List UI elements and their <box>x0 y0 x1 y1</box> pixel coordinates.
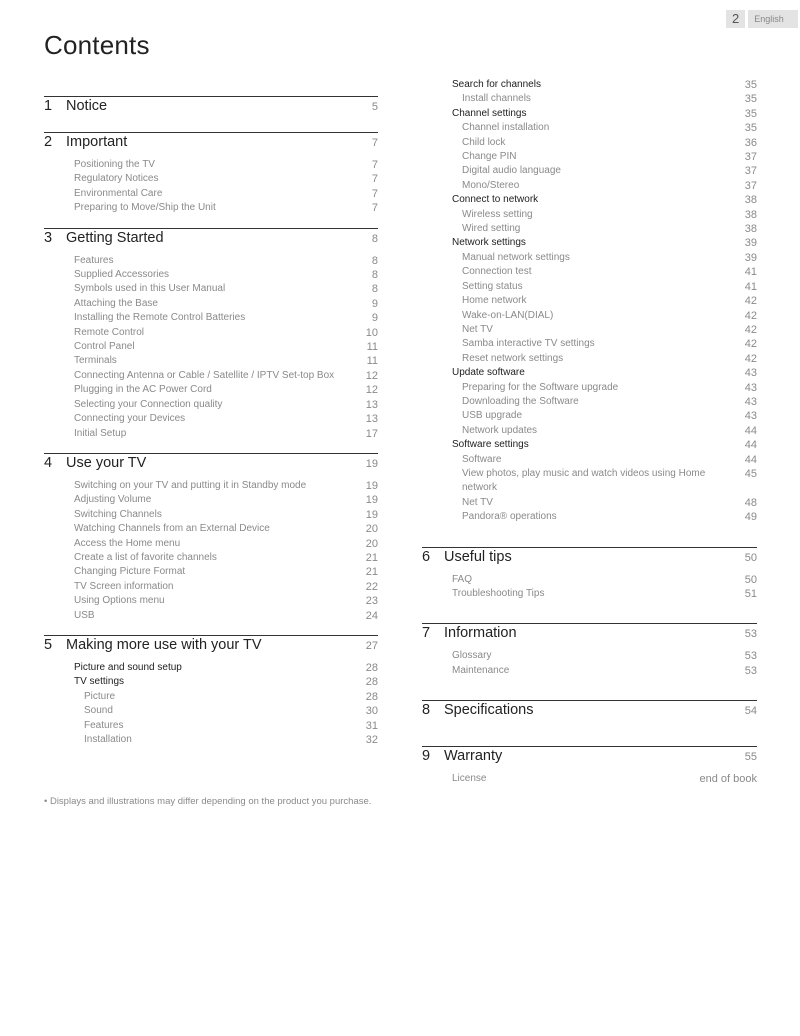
toc-section-page: 53 <box>744 628 757 641</box>
toc-entry-page: 28 <box>365 661 378 674</box>
toc-entry-title: Troubleshooting Tips <box>452 588 545 599</box>
toc-entry-page: 13 <box>365 398 378 411</box>
toc-entry-page: 35 <box>744 93 757 106</box>
toc-entry-title: TV settings <box>74 676 125 688</box>
toc-entry[interactable] <box>44 311 378 325</box>
toc-entry-page: 7 <box>371 187 378 200</box>
toc-section-number: 8 <box>422 702 431 719</box>
toc-entry-page: 43 <box>744 367 757 380</box>
toc-entry-title: Manual network settings <box>462 251 570 263</box>
toc-section-number: 4 <box>44 454 53 471</box>
toc-entry-page: 7 <box>371 159 378 171</box>
toc-entry-title: Maintenance <box>452 664 510 676</box>
toc-section-page: 19 <box>365 457 378 470</box>
toc-entry[interactable] <box>422 280 757 294</box>
toc-entry-page: 42 <box>744 338 757 351</box>
toc-section-label: Making more use with your TV <box>66 636 262 653</box>
toc-section-number: 3 <box>44 229 53 246</box>
toc-entry-title: Attaching the Base <box>74 297 158 309</box>
toc-section <box>44 132 378 216</box>
toc-entry[interactable] <box>422 467 757 496</box>
toc-entry-page: 42 <box>744 323 757 336</box>
toc-entry-title: Preparing to Move/Ship the Unit <box>74 202 216 214</box>
toc-entry-title: Channel installation <box>462 122 550 134</box>
toc-entry[interactable] <box>44 537 378 551</box>
toc-entry[interactable] <box>422 510 757 524</box>
toc-entry-page: 11 <box>366 341 378 354</box>
toc-entry[interactable] <box>422 294 757 308</box>
toc-entry[interactable] <box>44 675 378 689</box>
toc-entry-title: Switching Channels <box>74 508 162 520</box>
toc-entry-page: 10 <box>365 326 378 339</box>
toc-entry-title: Software <box>462 453 502 465</box>
toc-entry-title: Samba interactive TV settings <box>462 338 595 350</box>
toc-entry-page: 13 <box>365 413 378 426</box>
toc-entry[interactable] <box>422 381 757 395</box>
toc-section <box>44 635 378 747</box>
toc-entry[interactable] <box>44 297 378 311</box>
toc-section-label: Useful tips <box>444 548 512 565</box>
toc-entry-page: 20 <box>365 537 378 550</box>
toc-entry-title: Watching Channels from an External Device <box>74 523 270 535</box>
toc-continuation-list <box>422 78 757 525</box>
toc-section-items <box>422 770 757 786</box>
toc-entry[interactable] <box>422 409 757 423</box>
toc-entry[interactable] <box>422 649 757 663</box>
toc-entry-title: Picture and sound setup <box>74 661 182 673</box>
toc-right-column <box>422 78 757 809</box>
toc-entry-title: Glossary <box>452 650 492 662</box>
toc-entry-page: 17 <box>365 427 378 440</box>
toc-section-label: Important <box>66 134 128 150</box>
toc-entry-title: Supplied Accessories <box>74 269 170 281</box>
toc-entry-page: 37 <box>744 179 757 192</box>
toc-entry-page: 39 <box>744 251 757 264</box>
toc-entry[interactable] <box>44 172 378 186</box>
toc-entry-title: Reset network settings <box>462 352 564 364</box>
toc-section-number: 7 <box>422 625 431 642</box>
toc-entry[interactable] <box>44 427 378 441</box>
toc-entry-page: 53 <box>744 650 757 663</box>
toc-section-page: 5 <box>371 101 378 113</box>
toc-entry-page: 28 <box>365 690 378 703</box>
toc-entry-title: Create a list of favorite channels <box>74 551 217 563</box>
toc-entry-page: 11 <box>366 355 378 368</box>
toc-entry[interactable] <box>422 251 757 265</box>
toc-entry[interactable] <box>44 594 378 608</box>
toc-entry-title: USB upgrade <box>462 410 523 422</box>
toc-section <box>44 228 378 441</box>
toc-entry-page: 42 <box>744 309 757 322</box>
toc-entry-page: 35 <box>744 122 757 135</box>
toc-entry[interactable] <box>44 412 378 426</box>
toc-section-label: Specifications <box>444 702 534 719</box>
footnote: • Displays and illustrations may differ depending on the product you purchase. <box>44 796 372 807</box>
toc-entry[interactable] <box>422 164 757 178</box>
toc-entry-title: Connecting your Devices <box>74 413 186 425</box>
toc-entry-title: Preparing for the Software upgrade <box>462 381 619 393</box>
toc-entry-page: 38 <box>744 208 757 221</box>
toc-entry-page: 42 <box>744 352 757 365</box>
toc-entry-title: USB <box>74 609 95 621</box>
toc-entry-title: FAQ <box>452 573 473 585</box>
toc-entry[interactable] <box>422 136 757 150</box>
toc-entry[interactable] <box>44 493 378 507</box>
toc-section-header[interactable] <box>44 132 378 156</box>
toc-entry-title: Install channels <box>462 93 531 105</box>
toc-entry-page: 37 <box>744 151 757 164</box>
toc-section-items <box>422 647 757 678</box>
toc-entry-title: Changing Picture Format <box>74 566 186 578</box>
toc-entry[interactable] <box>44 580 378 594</box>
page-title: Contents <box>44 30 150 60</box>
toc-section-page: 54 <box>744 705 757 718</box>
toc-entry[interactable] <box>422 323 757 337</box>
toc-entry-title: Search for channels <box>452 79 541 90</box>
toc-entry-page: 32 <box>365 734 378 746</box>
toc-entry-title: Environmental Care <box>74 187 163 199</box>
toc-entry[interactable] <box>422 236 757 250</box>
toc-entry[interactable] <box>44 187 378 201</box>
toc-entry-page: 7 <box>371 202 378 215</box>
toc-section <box>422 547 757 602</box>
toc-entry-title: Initial Setup <box>74 427 127 439</box>
toc-section <box>422 623 757 678</box>
toc-entry-title: Plugging in the AC Power Cord <box>74 384 212 396</box>
toc-entry-page: 8 <box>371 254 378 267</box>
toc-entry[interactable] <box>422 92 757 106</box>
toc-entry-title: Adjusting Volume <box>74 494 152 506</box>
toc-section-title <box>422 625 517 641</box>
toc-entry-title: Installing the Remote Control Batteries <box>74 312 246 324</box>
toc-section-label: Getting Started <box>66 229 164 246</box>
toc-entry-page: 19 <box>365 494 378 507</box>
toc-entry-page: 19 <box>365 508 378 521</box>
toc-entry-page: 53 <box>744 664 757 677</box>
toc-entry-page: 42 <box>744 295 757 308</box>
toc-entry-title: Software settings <box>452 439 529 451</box>
toc-entry-page: 24 <box>365 609 378 622</box>
toc-entry-title: Child lock <box>462 136 506 148</box>
toc-entry-page: 22 <box>365 580 378 593</box>
toc-section <box>422 700 757 724</box>
toc-entry[interactable] <box>44 354 378 368</box>
toc-section-title <box>44 637 262 653</box>
toc-entry[interactable] <box>422 587 757 601</box>
toc-section-number: 2 <box>44 134 53 150</box>
toc-entry-title: Sound <box>84 705 113 717</box>
toc-entry-page: 38 <box>744 194 757 207</box>
toc-entry-page: 38 <box>744 223 757 236</box>
toc-right-sections <box>422 547 757 787</box>
toc-entry[interactable] <box>44 158 378 172</box>
toc-entry-title: Using Options menu <box>74 595 165 607</box>
toc-entry-page: 31 <box>365 719 378 732</box>
toc-entry[interactable] <box>422 208 757 222</box>
toc-section-header[interactable] <box>422 547 757 571</box>
toc-entry-page: 35 <box>744 79 757 91</box>
toc-entry-title: Control Panel <box>74 341 135 353</box>
toc-entry-title: Connection test <box>462 266 532 278</box>
toc-entry-page: 49 <box>744 511 757 524</box>
toc-entry[interactable] <box>422 573 757 587</box>
toc-entry-page: 41 <box>744 266 757 279</box>
toc-entry-page: 36 <box>744 136 757 149</box>
toc-entry-title: Network updates <box>462 424 538 436</box>
toc-entry-page: 43 <box>744 410 757 423</box>
toc-entry-title: Downloading the Software <box>462 395 579 407</box>
toc-section-items <box>44 477 378 623</box>
toc-entry[interactable] <box>422 438 757 452</box>
toc-entry[interactable] <box>422 193 757 207</box>
toc-entry-page: 12 <box>365 384 378 397</box>
toc-section-number: 6 <box>422 548 431 565</box>
toc-entry-page: 44 <box>744 453 757 466</box>
toc-entry-title: Switching on your TV and putting it in Standby mode <box>74 479 307 491</box>
toc-entry[interactable] <box>44 201 378 215</box>
toc-entry[interactable] <box>422 366 757 380</box>
toc-entry-page: 35 <box>744 107 757 120</box>
toc-section <box>44 96 378 120</box>
toc-entry[interactable] <box>422 424 757 438</box>
toc-entry-page: 8 <box>371 269 378 282</box>
toc-entry-title: Connecting Antenna or Cable / Satellite / IPTV Set-top Box <box>74 369 335 381</box>
toc-entry[interactable] <box>44 609 378 623</box>
toc-entry[interactable] <box>422 150 757 164</box>
toc-entry-page: 28 <box>365 676 378 689</box>
toc-section-header[interactable] <box>44 96 378 120</box>
toc-section-number: 9 <box>422 748 431 765</box>
toc-entry[interactable] <box>44 508 378 522</box>
toc-entry-title: Symbols used in this User Manual <box>74 283 226 295</box>
toc-entry-title: View photos, play music and watch videos using Home network <box>462 467 706 494</box>
toc-section-items <box>44 252 378 441</box>
page-number-tab <box>726 10 798 28</box>
toc-entry[interactable] <box>44 326 378 340</box>
toc-section-page: 7 <box>371 137 378 149</box>
toc-entry-title: Change PIN <box>462 151 517 163</box>
toc-entry-page: 51 <box>744 588 757 600</box>
toc-entry-page: 43 <box>744 381 757 394</box>
toc-entry[interactable] <box>422 496 757 510</box>
toc-entry-page: 41 <box>744 280 757 293</box>
toc-section-header[interactable] <box>44 635 378 659</box>
toc-entry-page: 9 <box>371 312 378 325</box>
toc-entry-title: Mono/Stereo <box>462 179 520 191</box>
toc-section-title <box>422 748 502 764</box>
toc-entry[interactable] <box>44 479 378 493</box>
toc-entry[interactable] <box>422 352 757 366</box>
toc-entry-page: 44 <box>744 439 757 452</box>
toc-entry[interactable] <box>422 179 757 193</box>
toc-entry-title: Wired setting <box>462 223 521 235</box>
toc-entry[interactable] <box>44 522 378 536</box>
toc-section-page: 50 <box>744 551 757 564</box>
toc-entry-title: Wireless setting <box>462 208 533 220</box>
toc-entry-title: Home network <box>462 295 527 307</box>
toc-section-label: Use your TV <box>66 454 147 471</box>
toc-section-page: 8 <box>371 232 378 245</box>
toc-entry-title: Wake-on-LAN(DIAL) <box>462 309 554 321</box>
toc-entry[interactable] <box>422 78 757 92</box>
toc-entry-page: 37 <box>744 165 757 178</box>
toc-entry-page: 21 <box>365 551 378 564</box>
toc-entry-title: Features <box>74 254 114 266</box>
toc-entry-title: Channel settings <box>452 107 527 119</box>
toc-entry-title: Net TV <box>462 323 493 335</box>
toc-entry-page: 20 <box>365 523 378 536</box>
toc-left-column <box>44 96 378 759</box>
toc-entry-title: Picture <box>84 690 116 702</box>
language-label: English <box>748 10 798 28</box>
toc-entry[interactable] <box>422 772 757 786</box>
toc-entry-title: TV Screen information <box>74 580 174 592</box>
toc-entry[interactable] <box>422 107 757 121</box>
toc-entry-page: 23 <box>365 595 378 608</box>
toc-entry[interactable] <box>422 395 757 409</box>
toc-entry-page: end of book <box>699 773 757 786</box>
toc-entry-title: Features <box>84 719 124 731</box>
toc-section-title <box>422 549 512 565</box>
toc-entry-page: 12 <box>365 369 378 382</box>
toc-entry-page: 39 <box>744 237 757 250</box>
toc-entry-title: Pandora® operations <box>462 511 557 523</box>
toc-entry-page: 48 <box>744 496 757 509</box>
toc-section-header[interactable] <box>422 746 757 770</box>
toc-entry-page: 21 <box>365 566 378 579</box>
toc-section-number: 1 <box>44 98 53 114</box>
toc-entry[interactable] <box>422 664 757 678</box>
toc-entry-page: 7 <box>371 173 378 186</box>
toc-entry-title: Regulatory Notices <box>74 173 159 185</box>
toc-section <box>44 453 378 623</box>
toc-entry-title: Access the Home menu <box>74 537 181 549</box>
toc-entry-title: Update software <box>452 367 525 379</box>
toc-entry-title: Network settings <box>452 237 526 249</box>
toc-section-items <box>422 571 757 602</box>
toc-entry-title: Digital audio language <box>462 165 561 177</box>
toc-section-title <box>422 702 533 718</box>
toc-entry[interactable] <box>44 565 378 579</box>
toc-entry[interactable] <box>44 268 378 282</box>
toc-entry-page: 50 <box>744 573 757 586</box>
toc-entry-title: License <box>452 773 487 785</box>
toc-section-title <box>44 230 164 246</box>
toc-section-number: 5 <box>44 636 53 653</box>
toc-section-header[interactable] <box>44 228 378 252</box>
toc-section-page: 27 <box>365 639 378 652</box>
toc-entry-page: 19 <box>365 479 378 492</box>
toc-section-items <box>44 659 378 747</box>
toc-entry[interactable] <box>44 282 378 296</box>
toc-section-label: Warranty <box>444 748 503 765</box>
toc-entry-page: 9 <box>371 297 378 310</box>
toc-entry[interactable] <box>44 661 378 675</box>
toc-entry-title: Installation <box>84 734 132 745</box>
toc-section-label: Information <box>444 625 517 642</box>
toc-section-page: 55 <box>744 751 757 764</box>
toc-section-title <box>44 134 127 150</box>
toc-section-header[interactable] <box>44 453 378 477</box>
toc-entry-title: Selecting your Connection quality <box>74 398 223 410</box>
toc-entry-title: Connect to network <box>452 194 539 206</box>
toc-entry-page: 43 <box>744 395 757 408</box>
toc-section-header[interactable] <box>422 623 757 647</box>
toc-entry[interactable] <box>422 265 757 279</box>
toc-entry-title: Setting status <box>462 280 523 292</box>
toc-section <box>422 746 757 786</box>
toc-entry[interactable] <box>44 690 378 704</box>
page-number: 2 <box>726 10 745 28</box>
toc-section-label: Notice <box>66 98 108 114</box>
toc-entry[interactable] <box>44 340 378 354</box>
toc-section-title <box>44 455 146 471</box>
toc-entry[interactable] <box>44 733 378 747</box>
toc-entry[interactable] <box>44 719 378 733</box>
toc-entry[interactable] <box>422 453 757 467</box>
toc-entry-page: 44 <box>744 424 757 437</box>
toc-entry-page: 45 <box>744 467 757 480</box>
toc-entry[interactable] <box>422 222 757 236</box>
toc-entry-title: Positioning the TV <box>74 159 155 170</box>
toc-entry[interactable] <box>44 369 378 383</box>
toc-entry[interactable] <box>422 121 757 135</box>
toc-entry-title: Net TV <box>462 496 493 508</box>
toc-entry[interactable] <box>422 309 757 323</box>
toc-entry-title: Remote Control <box>74 326 145 338</box>
toc-entry[interactable] <box>44 551 378 565</box>
toc-entry-page: 30 <box>365 705 378 718</box>
toc-entry-title: Terminals <box>74 355 117 367</box>
toc-entry[interactable] <box>44 398 378 412</box>
toc-section-title <box>44 98 107 114</box>
toc-entry-page: 8 <box>371 283 378 296</box>
toc-entry[interactable] <box>44 254 378 268</box>
toc-section-items <box>44 156 378 216</box>
toc-entry[interactable] <box>422 337 757 351</box>
toc-section-header[interactable] <box>422 700 757 724</box>
toc-entry[interactable] <box>44 704 378 718</box>
toc-entry[interactable] <box>44 383 378 397</box>
